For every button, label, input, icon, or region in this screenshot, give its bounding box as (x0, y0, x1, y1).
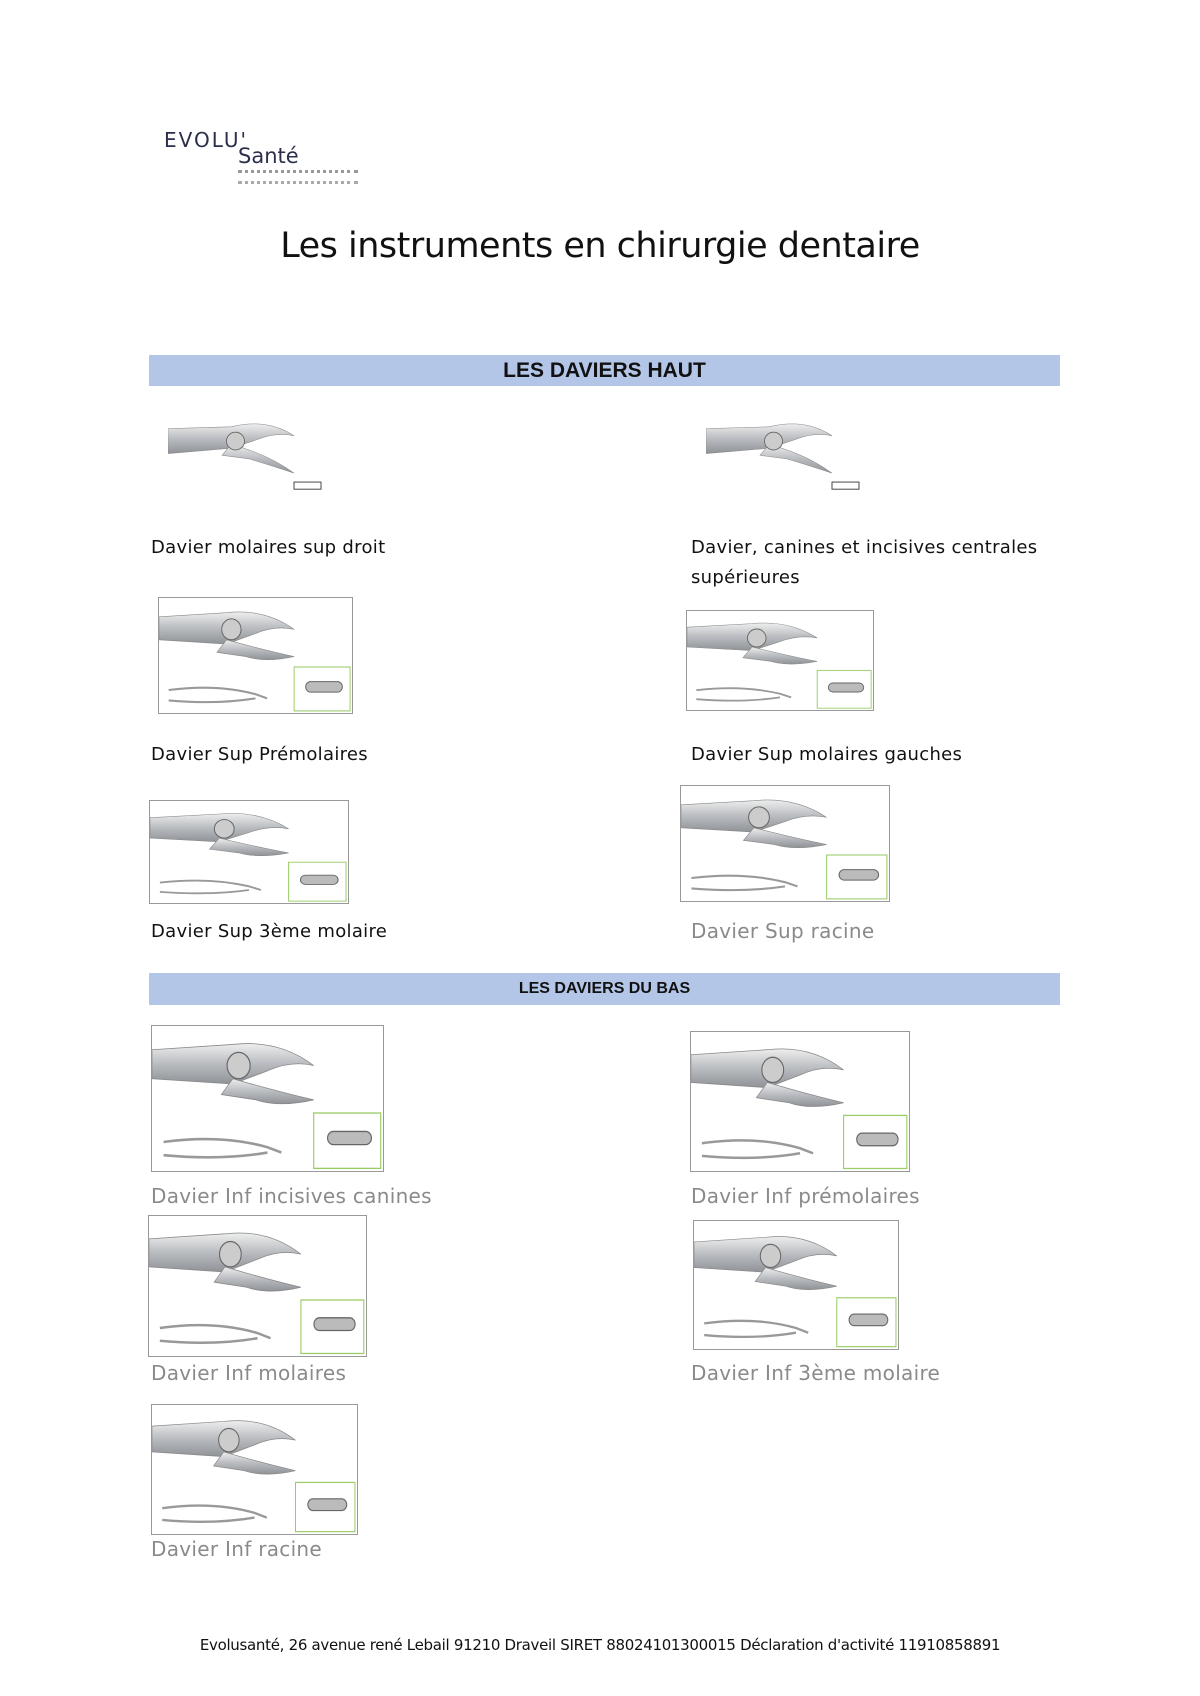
forceps-image (690, 1031, 910, 1172)
instrument-label: Davier Sup molaires gauches (691, 744, 963, 765)
instrument-label: Davier Sup racine (691, 919, 875, 943)
forceps-image (148, 1215, 367, 1357)
logo-text: EVOLU' (164, 128, 248, 152)
page-footer: Evolusanté, 26 avenue rené Lebail 91210 Draveil SIRET 88024101300015 Déclaration d'activité 11910858891 (199, 1636, 1001, 1654)
instrument-label: Davier Inf prémolaires (691, 1184, 920, 1208)
forceps-image (686, 610, 874, 711)
company-logo (164, 128, 364, 192)
section-heading-lower: LES DAVIERS DU BAS (149, 973, 1060, 1005)
logo-text: Santé (238, 144, 299, 168)
forceps-image (149, 800, 349, 904)
forceps-image (168, 409, 348, 507)
instrument-label: Davier molaires sup droit (151, 537, 386, 558)
forceps-image (680, 785, 890, 902)
instrument-label: Davier Inf 3ème molaire (691, 1361, 941, 1385)
forceps-image (706, 409, 886, 507)
instrument-label: Davier Sup 3ème molaire (151, 921, 388, 942)
instrument-label: Davier Inf molaires (151, 1361, 347, 1385)
forceps-image (158, 597, 353, 714)
instrument-label: Davier Inf incisives canines (151, 1184, 432, 1208)
logo-tagline (238, 170, 358, 184)
page-title: Les instruments en chirurgie dentaire (280, 226, 920, 266)
section-heading-upper: LES DAVIERS HAUT (149, 355, 1060, 386)
instrument-label: Davier Sup Prémolaires (151, 744, 368, 765)
forceps-image (151, 1404, 358, 1535)
forceps-image (151, 1025, 384, 1172)
instrument-label: Davier, canines et incisives centrales supérieures (691, 537, 1038, 588)
instrument-label: Davier Inf racine (151, 1537, 323, 1561)
forceps-image (693, 1220, 899, 1350)
